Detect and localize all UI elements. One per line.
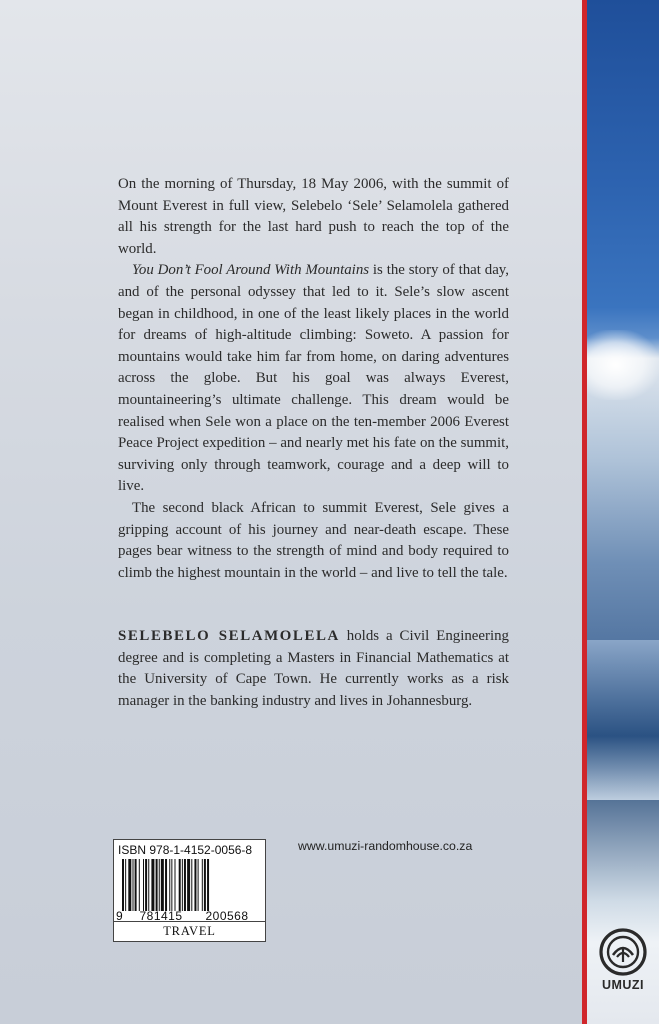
barcode-box: [113, 839, 266, 942]
isbn-label: ISBN 978-1-4152-0056-8: [118, 843, 253, 857]
blurb-paragraph-1: On the morning of Thursday, 18 May 2006, with the summit of Mount Everest in full view, Selebelo ‘Sele’ Selamolela gathered all his strength for the last hard push to reach the top of the world.: [118, 176, 509, 257]
front-cover-edge-image: [587, 0, 659, 1024]
publisher-url[interactable]: www.umuzi-randomhouse.co.za: [298, 839, 473, 853]
blurb: [118, 174, 509, 584]
barcode-digits-left: 781415: [139, 909, 183, 923]
category-label: TRAVEL: [114, 921, 265, 942]
author-bio-text: holds a Civil Engineering degree and is completing a Masters in Financial Mathematics at the University of Cape Town. He currently works as a risk manager in the banking industry and lives in Johannesburg.: [118, 628, 509, 709]
book-title: You Don’t Fool Around With Mountains: [132, 262, 370, 279]
blurb-paragraph-2-text: is the story of that day, and of the personal odyssey that led to it. Sele’s slow ascent began in childhood, in one of the least likely places in the world for dreams of high-altitude climbing: Soweto. A passion for mountains would take him far from home, on daring adventures across the globe. But his goal was always Everest, mountaineering’s ultimate challenge. This dream would be realised when Sele won a place on the ten-member 2006 Everest Peace Project expedition – and nearly met his fate on the summit, surviving only through teamwork, courage and a deep will to live.: [118, 262, 510, 495]
author-bio: [118, 626, 509, 712]
umuzi-logo-icon: [598, 928, 648, 976]
blurb-paragraph-2: [118, 260, 509, 498]
publisher-logo-text: UMUZI: [601, 978, 645, 992]
author-name: SELEBELO SELAMOLELA: [118, 628, 340, 644]
barcode-digit-lead: 9: [116, 909, 123, 923]
barcode-digits-right: 200568: [205, 909, 249, 923]
barcode-icon: [122, 859, 258, 911]
blurb-paragraph-3: The second black African to summit Everest, Sele gives a gripping account of his journey and near-death escape. These pages bear witness to the strength of mind and body required to climb the highest mountain in the world – and live to tell the tale.: [118, 499, 509, 581]
